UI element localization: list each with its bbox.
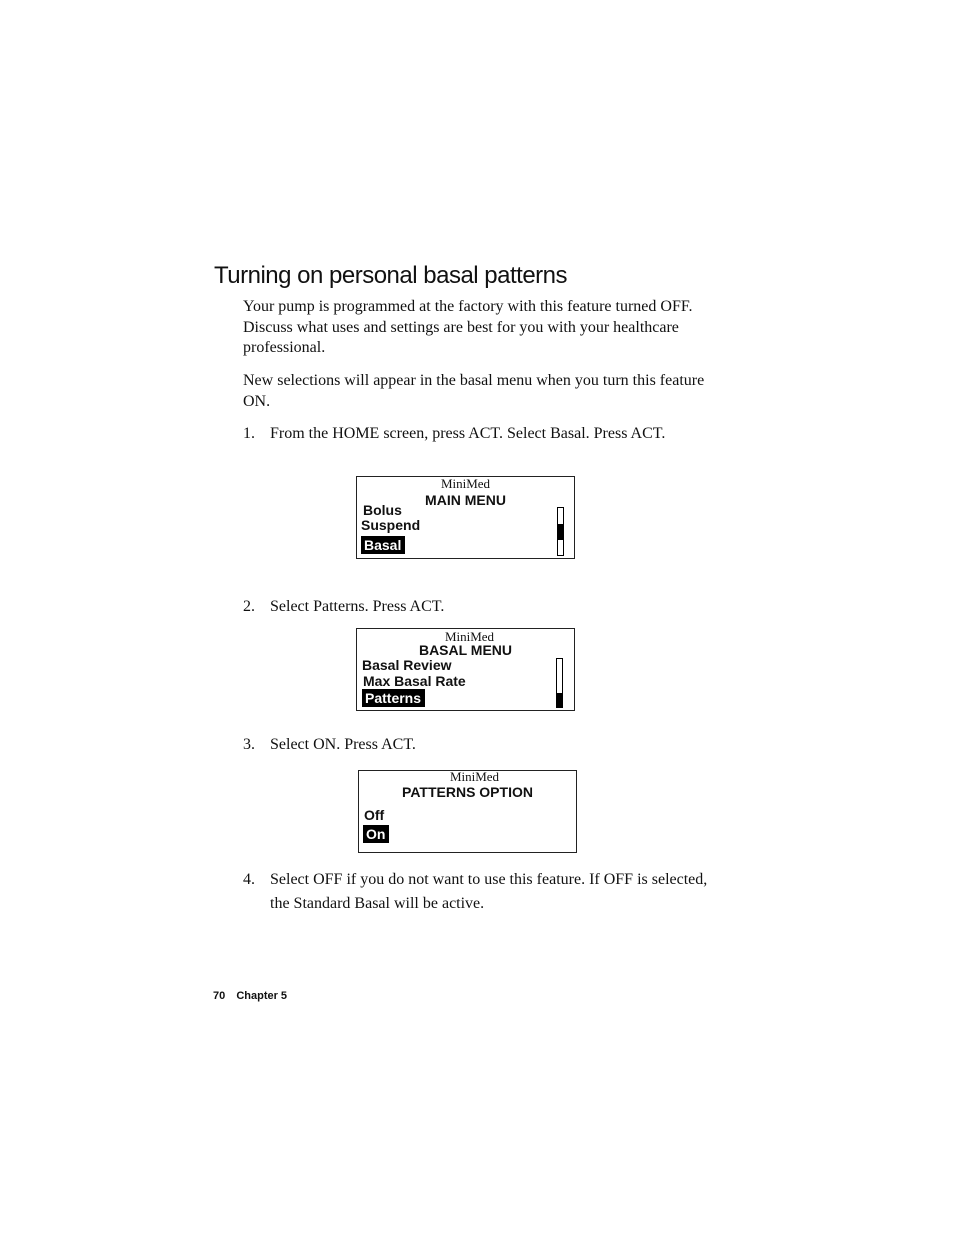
step-number: 2.: [243, 598, 255, 615]
option-on-selected: On: [363, 825, 389, 843]
step-text: Select ON. Press ACT.: [270, 736, 416, 753]
patterns-option-screen: [358, 770, 577, 853]
step-text: Select OFF if you do not want to use this feature. If OFF is selected, the Standard Basal will be active.: [270, 871, 708, 912]
scroll-bar: [556, 658, 563, 708]
basal-menu-screen: [356, 628, 575, 711]
screen-title: PATTERNS OPTION: [402, 784, 533, 800]
info-paragraph: New selections will appear in the basal menu when you turn this feature ON.: [243, 372, 705, 410]
step-text: From the HOME screen, press ACT. Select Basal. Press ACT.: [270, 425, 666, 442]
screen-title: MAIN MENU: [425, 492, 506, 508]
step-number: 3.: [243, 736, 255, 753]
screen-brand: MiniMed: [440, 476, 491, 491]
step-number: 1.: [243, 425, 255, 442]
main-menu-screen: [356, 476, 575, 559]
menu-item-basal-review: Basal Review: [362, 657, 452, 673]
intro-paragraph: Your pump is programmed at the factory with this feature turned OFF. Discuss what uses and settings are best for you with your healthcare professional.: [243, 298, 693, 356]
step-3: [243, 733, 713, 757]
step-2: [243, 595, 713, 619]
step-1: [243, 422, 713, 446]
screen-title: BASAL MENU: [418, 642, 513, 658]
menu-item-bolus: Bolus: [363, 502, 402, 518]
section-heading: Turning on personal basal patterns: [214, 262, 568, 289]
page-footer: [213, 990, 287, 1002]
option-off: Off: [364, 807, 385, 823]
screen-brand: MiniMed: [449, 769, 500, 784]
menu-item-basal-selected: Basal: [361, 536, 405, 554]
step-4: [243, 868, 713, 916]
scroll-thumb: [557, 693, 562, 707]
menu-item-patterns-selected: Patterns: [362, 689, 425, 707]
step-text: Select Patterns. Press ACT.: [270, 598, 445, 615]
scroll-bar: [557, 507, 564, 556]
step-number: 4.: [243, 871, 255, 888]
scroll-thumb: [558, 524, 563, 540]
screen-brand: MiniMed: [444, 629, 495, 644]
menu-item-max-basal-rate: Max Basal Rate: [363, 673, 466, 689]
chapter-label: Chapter 5: [236, 990, 288, 1002]
page-number: 70: [213, 990, 226, 1002]
menu-item-suspend: Suspend: [361, 517, 421, 533]
